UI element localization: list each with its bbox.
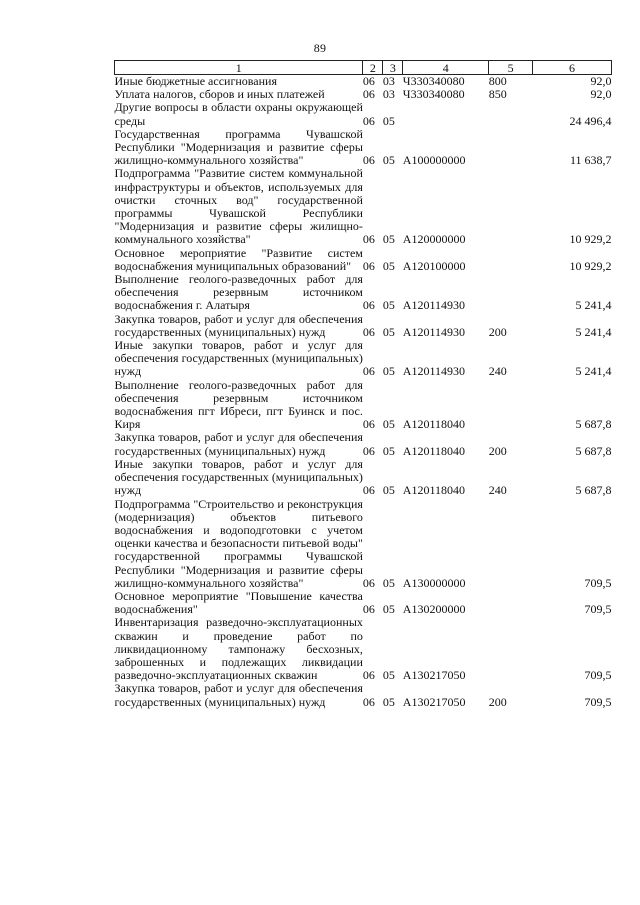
row-name: Закупка товаров, работ и услуг для обеспечения государственных (муниципальных) нужд [114,311,363,339]
expense-type-code [489,128,533,168]
target-article-code: Ч330340080 [402,87,465,102]
amount-value: 5 687,8 [575,417,612,432]
target-article-code: А100000000 [402,153,466,168]
table-row [115,313,612,339]
section-code: 06 [362,74,375,88]
subsection-code: 05 [382,153,395,168]
table-row [115,616,612,682]
subsection-code: 05 [382,113,395,128]
target-article-code: А120118040 [402,417,466,432]
column-header: 6 [533,61,612,75]
page-number: 89 [313,41,327,55]
table-row [115,247,612,273]
column-header: 4 [403,61,489,75]
expense-type-code: 200 [488,443,507,458]
row-name: Иные закупки товаров, работ и услуг для обеспечения государственных (муниципальных) нужд [114,338,363,379]
row-name: Уплата налогов, сборов и иных платежей [114,87,325,102]
expense-type-code: 800 [488,74,507,88]
expense-type-code: 200 [488,324,507,339]
row-name: Выполнение геолого-разведочных работ для обеспечения резервным источником водоснабжения пгт Ибреси, пгт Буинск и пос. Киря [114,377,363,432]
row-name: Иные бюджетные ассигнования [114,74,277,88]
row-name: Государственная программа Чувашской Республики "Модернизация и развитие сферы жилищно-коммунального хозяйства" [114,126,363,168]
table-row [115,431,612,457]
subsection-code: 05 [382,694,395,709]
table-row [115,167,612,246]
table-row [115,339,612,379]
row-name: Подпрограмма "Строительство и реконструкция (модернизация) объектов питьевого водоснабжения и водоподготовки с учетом оценки качества и безопасности питьевой воды" государственной программы Чувашской Республики "Модернизация и развитие сферы жилищно-коммунального хозяйства" [114,496,363,590]
target-article-code: А130217050 [402,694,466,709]
target-article-code [403,101,489,127]
amount-value: 92,0 [590,74,612,88]
row-name: Основное мероприятие "Повышение качества водоснабжения" [114,588,363,617]
expense-type-code [489,616,533,682]
target-article-code: А120000000 [402,232,466,247]
header-row [115,61,612,75]
row-name: Закупка товаров, работ и услуг для обеспечения государственных (муниципальных) нужд [114,681,363,709]
section-code: 06 [362,87,375,102]
expense-type-code: 850 [488,87,507,102]
row-name: Подпрограмма "Развитие систем коммунальной инфраструктуры и объектов, используемых для очистки сточных вод" государственной программы Чувашской Республики "Модернизация и развитие сферы жилищно-коммунального хозяйства" [114,166,363,247]
table-row [115,128,612,168]
amount-value: 5 241,4 [575,364,612,379]
subsection-code: 03 [382,87,395,102]
amount-value: 709,5 [584,602,612,617]
section-code: 06 [362,575,375,590]
section-code: 06 [362,417,375,432]
amount-value: 5 241,4 [575,298,612,313]
target-article-code: А120118040 [402,443,466,458]
amount-value: 5 687,8 [575,443,612,458]
expense-type-code: 200 [488,694,507,709]
expense-type-code [489,247,533,273]
subsection-code: 05 [382,443,395,458]
section-code: 06 [362,602,375,617]
table-row [115,458,612,498]
column-header: 3 [383,61,403,75]
section-code: 06 [362,153,375,168]
table-row [115,379,612,432]
target-article-code: А120118040 [402,483,466,498]
section-code: 06 [362,324,375,339]
column-header: 2 [363,61,383,75]
section-code: 06 [362,364,375,379]
target-article-code: А120114930 [402,298,466,313]
target-article-code: А120114930 [402,364,466,379]
target-article-code: Ч330340080 [402,74,465,88]
subsection-code: 05 [382,602,395,617]
section-code: 06 [362,298,375,313]
amount-value: 92,0 [590,87,612,102]
row-name: Закупка товаров, работ и услуг для обеспечения государственных (муниципальных) нужд [114,430,363,458]
section-code: 06 [362,258,375,273]
subsection-code: 05 [382,483,395,498]
subsection-code: 05 [382,364,395,379]
subsection-code: 05 [382,668,395,683]
table-row [115,101,612,127]
section-code: 06 [362,483,375,498]
amount-value: 709,5 [584,668,612,683]
amount-value: 5 687,8 [575,483,612,498]
table-row [115,273,612,313]
row-name: Выполнение геолого-разведочных работ для обеспечения резервным источником водоснабжения г. Алатыря [114,272,363,313]
amount-value: 11 638,7 [569,153,612,168]
expense-type-code [489,101,533,127]
amount-value: 10 929,2 [569,258,612,273]
target-article-code: А130200000 [402,602,466,617]
section-code: 06 [362,694,375,709]
expense-type-code: 240 [488,483,507,498]
column-header: 5 [489,61,533,75]
section-code: 06 [362,443,375,458]
expense-type-code [489,590,533,616]
amount-value: 10 929,2 [569,232,612,247]
amount-value: 5 241,4 [575,324,612,339]
subsection-code: 05 [382,324,395,339]
table-row [115,590,612,616]
expense-type-code [489,498,533,590]
row-name: Инвентаризация разведочно-эксплуатационных скважин и проведение работ по ликвидационному тампонажу бесхозных, заброшенных и подлежащих ликвидации разведочно-эксплуатационных скважин [114,615,363,683]
column-header: 1 [115,61,363,75]
section-code: 06 [362,232,375,247]
amount-value: 709,5 [584,694,612,709]
table-row [115,498,612,590]
table-row [115,75,612,89]
row-name: Основное мероприятие "Развитие систем водоснабжения муниципальных образований" [114,245,363,273]
row-name: Другие вопросы в области охраны окружающей среды [114,100,363,128]
expense-type-code [489,379,533,432]
expense-type-code: 240 [488,364,507,379]
row-name: Иные закупки товаров, работ и услуг для обеспечения государственных (муниципальных) нужд [114,456,363,498]
target-article-code: А130217050 [402,668,466,683]
expense-type-code [489,273,533,313]
budget-table [114,60,612,709]
subsection-code: 03 [382,74,395,88]
subsection-code: 05 [382,258,395,273]
subsection-code: 05 [382,298,395,313]
target-article-code: А120100000 [402,258,466,273]
target-article-code: А130000000 [402,575,466,590]
section-code: 06 [362,113,375,128]
section-code: 06 [362,668,375,683]
amount-value: 709,5 [584,575,612,590]
table-row [115,682,612,708]
subsection-code: 05 [382,575,395,590]
amount-value: 24 496,4 [569,113,612,128]
subsection-code: 05 [382,417,395,432]
target-article-code: А120114930 [402,324,466,339]
expense-type-code [489,167,533,246]
subsection-code: 05 [382,232,395,247]
